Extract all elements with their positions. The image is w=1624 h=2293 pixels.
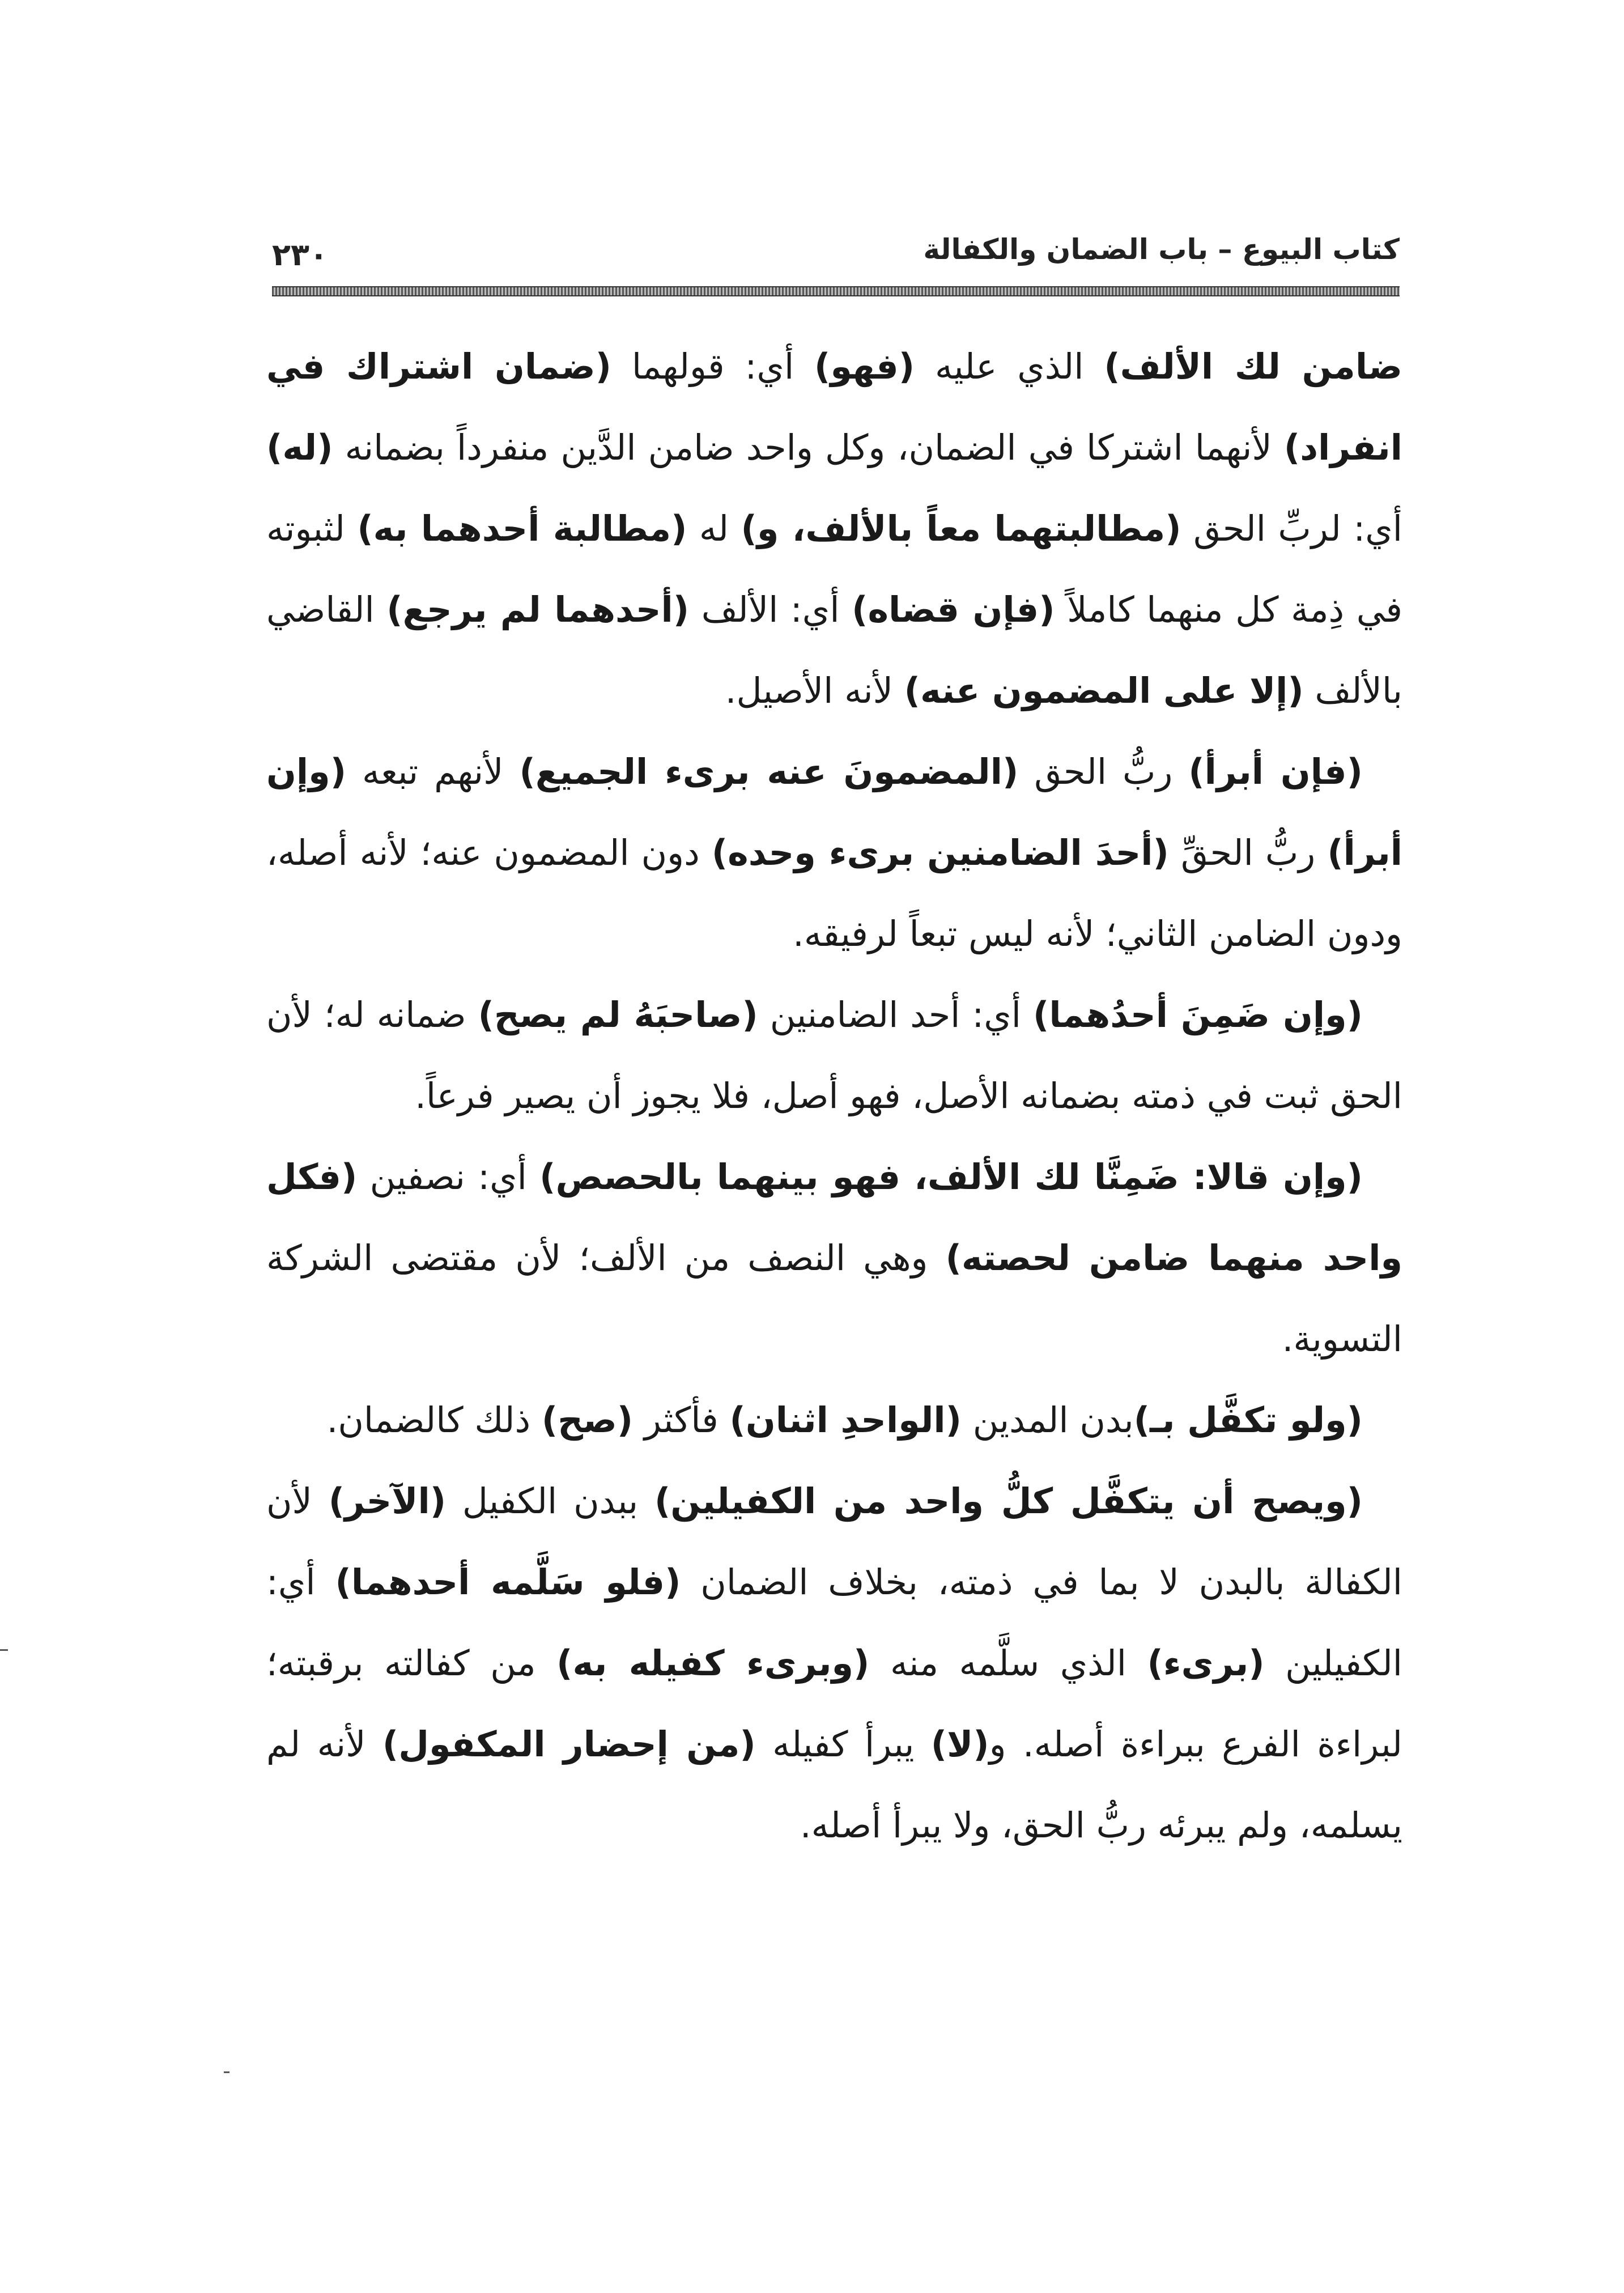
quoted-matn-text: (إلا على المضمون عنه) — [904, 670, 1304, 711]
commentary-text: الذي عليه — [915, 346, 1104, 387]
quoted-matn-text: (ضمان اشتراك في انفراد) — [266, 346, 1402, 468]
scan-edge-mark — [224, 2071, 229, 2073]
commentary-text: ربُّ الحق — [1018, 751, 1189, 792]
commentary-text: لأنهم تبعه — [346, 751, 520, 792]
header-divider — [272, 286, 1400, 296]
quoted-matn-text: (ويصح أن يتكفَّل كلُّ واحد من الكفيلين) — [654, 1480, 1363, 1522]
quoted-matn-text: (مطالبة أحدهما به) — [357, 508, 687, 549]
quoted-matn-text: (وإن أبرأ) — [266, 751, 1403, 873]
commentary-text: لأنه لم يسلمه، ولم يبرئه ربُّ الحق، ولا يبرأ أصله. — [266, 1723, 1402, 1846]
quoted-matn-text: (الآخر) — [328, 1480, 447, 1522]
quoted-matn-text: (فكل واحد منهما ضامن لحصته) — [266, 1156, 1402, 1279]
quoted-matn-text: (لا) — [930, 1723, 989, 1765]
commentary-text: أي: الكفيلين — [266, 1561, 1402, 1684]
commentary-text: ذلك كالضمان. — [326, 1399, 542, 1441]
quoted-matn-text: (فإن أبرأ) — [1188, 751, 1363, 792]
commentary-text: لأن الكفالة بالبدن لا بما في ذمته، بخلاف الضمان — [266, 1480, 1402, 1603]
commentary-text: لأنه الأصيل. — [725, 670, 904, 711]
quoted-matn-text: (فهو) — [814, 346, 915, 387]
commentary-text: أي: الألف — [689, 589, 852, 630]
quoted-matn-text: (وإن قالا: ضَمِنَّا لك الألف، فهو بينهما بالحصص) — [539, 1156, 1363, 1198]
commentary-text: أي: لربِّ الحق — [1181, 508, 1403, 549]
commentary-text: لثبوته في ذِمة كل منهما كاملاً — [266, 508, 1403, 630]
commentary-text: القاضي بالألف — [266, 589, 1402, 711]
paragraph — [266, 1460, 1402, 1866]
commentary-text: يبرأ كفيله — [755, 1723, 931, 1765]
paragraph — [266, 731, 1402, 974]
quoted-matn-text: (الواحدِ اثنان) — [729, 1399, 962, 1441]
commentary-text: أي: نصفين — [357, 1156, 540, 1198]
quoted-matn-text: (المضمونَ عنه برىء الجميع) — [519, 751, 1019, 792]
commentary-text: لأنهما اشتركا في الضمان، وكل واحد ضامن الدَّين منفرداً بضمانه — [333, 427, 1284, 468]
quoted-matn-text: (مطالبتهما معاً بالألف، و) — [741, 508, 1181, 549]
quoted-matn-text: (وإن ضَمِنَ أحدُهما) — [1033, 994, 1363, 1035]
quoted-matn-text: (فإن قضاه) — [852, 589, 1055, 630]
paragraph — [266, 326, 1402, 731]
commentary-text: له — [687, 508, 741, 549]
commentary-text: من كفالته برقبته؛ لبراءة الفرع ببراءة أصله. و — [266, 1642, 1402, 1765]
chapter-title: كتاب البيوع – باب الضمان والكفالة — [923, 233, 1400, 266]
commentary-text: بدن المدين — [961, 1399, 1134, 1441]
quoted-matn-text: (من إحضار المكفول) — [382, 1723, 756, 1765]
commentary-text: ببدن الكفيل — [446, 1480, 654, 1522]
quoted-matn-text: (صح) — [541, 1399, 634, 1441]
quoted-matn-text: (أحدَ الضامنين برىء وحده) — [711, 832, 1169, 873]
paragraph — [266, 1136, 1402, 1379]
paragraph — [266, 1379, 1402, 1460]
quoted-matn-text: (برىء) — [1147, 1642, 1265, 1684]
commentary-text: أي: قولهما — [611, 346, 815, 387]
quoted-matn-text: ضامن لك الألف) — [1104, 346, 1403, 387]
quoted-matn-text: (صاحبَهُ لم يصح) — [478, 994, 758, 1035]
commentary-text: ضمانه له؛ لأن الحق ثبت في ذمته بضمانه الأصل، فهو أصل، فلا يجوز أن يصير فرعاً. — [266, 994, 1402, 1116]
paragraph — [266, 974, 1402, 1136]
quoted-matn-text: (فلو سَلَّمه أحدهما) — [335, 1561, 681, 1603]
commentary-text: دون المضمون عنه؛ لأنه أصله، ودون الضامن الثاني؛ لأنه ليس تبعاً لرفيقه. — [266, 832, 1402, 954]
commentary-text: وهي النصف من الألف؛ لأن مقتضى الشركة التسوية. — [266, 1237, 1402, 1360]
running-header — [272, 224, 1400, 286]
quoted-matn-text: (ولو تكفَّل بـ) — [1133, 1399, 1363, 1441]
page-number: ٢٣٠ — [272, 237, 328, 273]
commentary-text: فأكثر — [633, 1399, 730, 1441]
commentary-text: ربُّ الحقِّ — [1168, 832, 1328, 873]
quoted-matn-text: (وبرىء كفيله به) — [556, 1642, 870, 1684]
commentary-text: الذي سلَّمه منه — [869, 1642, 1147, 1684]
scan-edge-mark — [0, 1649, 8, 1651]
body-text — [266, 326, 1402, 1866]
quoted-matn-text: (له) — [266, 427, 333, 468]
quoted-matn-text: (أحدهما لم يرجع) — [386, 589, 690, 630]
commentary-text: أي: أحد الضامنين — [758, 994, 1034, 1035]
